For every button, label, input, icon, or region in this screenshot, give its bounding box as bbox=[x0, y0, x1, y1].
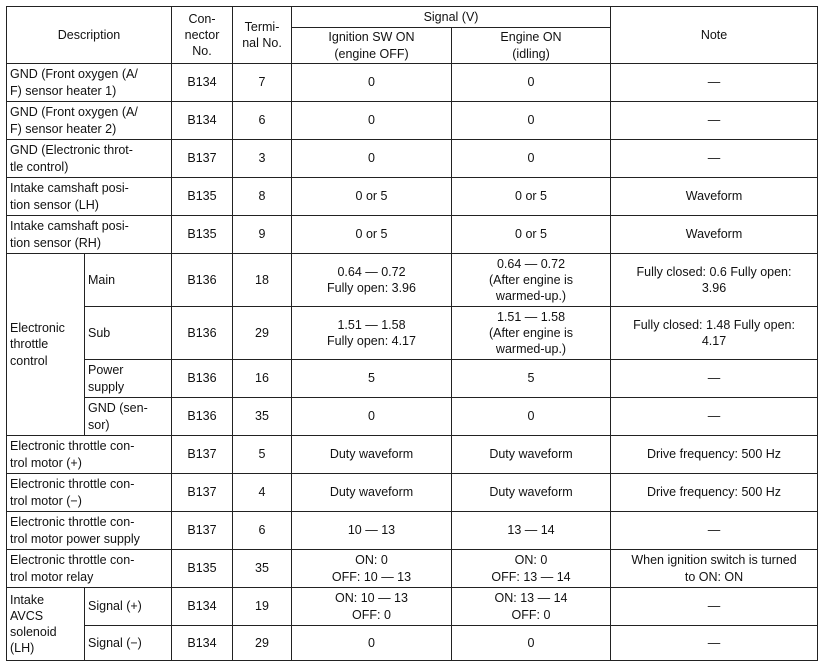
engine-value: Duty waveform bbox=[452, 436, 611, 474]
terminal-cell: 3 bbox=[233, 140, 292, 178]
table-row bbox=[7, 254, 818, 307]
engine-value: 0 or 5 bbox=[452, 216, 611, 254]
ignition-value: 0.64 — 0.72 Fully open: 3.96 bbox=[292, 254, 452, 307]
engine-value: 0 bbox=[452, 64, 611, 102]
group-electronic-throttle-control: Electronic throttle control bbox=[7, 254, 85, 436]
engine-value: ON: 0 OFF: 13 — 14 bbox=[452, 550, 611, 588]
note-cell: — bbox=[611, 512, 818, 550]
header-ignition-sw-on: Ignition SW ON (engine OFF) bbox=[292, 28, 452, 64]
row-description: Electronic throttle con- trol motor power supply bbox=[7, 512, 172, 550]
header-note: Note bbox=[611, 7, 818, 64]
connector-cell: B135 bbox=[172, 550, 233, 588]
connector-cell: B134 bbox=[172, 626, 233, 661]
ignition-value: 10 — 13 bbox=[292, 512, 452, 550]
note-cell: Fully closed: 1.48 Fully open: 4.17 bbox=[611, 307, 818, 360]
engine-value: 0 bbox=[452, 626, 611, 661]
table-row bbox=[7, 474, 818, 512]
connector-cell: B134 bbox=[172, 64, 233, 102]
terminal-cell: 7 bbox=[233, 64, 292, 102]
engine-value: ON: 13 — 14 OFF: 0 bbox=[452, 588, 611, 626]
note-cell: — bbox=[611, 398, 818, 436]
ignition-value: Duty waveform bbox=[292, 474, 452, 512]
connector-cell: B135 bbox=[172, 178, 233, 216]
row-description: Intake camshaft posi- tion sensor (RH) bbox=[7, 216, 172, 254]
connector-cell: B136 bbox=[172, 398, 233, 436]
ignition-value: 0 or 5 bbox=[292, 216, 452, 254]
terminal-cell: 6 bbox=[233, 512, 292, 550]
table-row bbox=[7, 588, 818, 626]
ignition-value: 0 bbox=[292, 398, 452, 436]
table-row bbox=[7, 436, 818, 474]
table-row bbox=[7, 550, 818, 588]
table-row bbox=[7, 360, 818, 398]
row-description: GND (Front oxygen (A/ F) sensor heater 1) bbox=[7, 64, 172, 102]
table-row bbox=[7, 64, 818, 102]
row-description: GND (Electronic throt- tle control) bbox=[7, 140, 172, 178]
table-row bbox=[7, 102, 818, 140]
sub-description: GND (sen- sor) bbox=[85, 398, 172, 436]
ignition-value: 0 bbox=[292, 140, 452, 178]
header-connector: Con- nector No. bbox=[172, 7, 233, 64]
group-intake-avcs-solenoid: Intake AVCS solenoid (LH) bbox=[7, 588, 85, 661]
note-cell: Waveform bbox=[611, 178, 818, 216]
terminal-cell: 35 bbox=[233, 398, 292, 436]
terminal-cell: 9 bbox=[233, 216, 292, 254]
connector-cell: B135 bbox=[172, 216, 233, 254]
engine-value: 0 or 5 bbox=[452, 178, 611, 216]
terminal-cell: 18 bbox=[233, 254, 292, 307]
table-row bbox=[7, 140, 818, 178]
table-row bbox=[7, 178, 818, 216]
header-engine-on: Engine ON (idling) bbox=[452, 28, 611, 64]
note-cell: — bbox=[611, 102, 818, 140]
connector-cell: B136 bbox=[172, 254, 233, 307]
sub-description: Signal (−) bbox=[85, 626, 172, 661]
note-cell: Drive frequency: 500 Hz bbox=[611, 474, 818, 512]
engine-value: Duty waveform bbox=[452, 474, 611, 512]
note-cell: — bbox=[611, 140, 818, 178]
ignition-value: 0 bbox=[292, 64, 452, 102]
sub-description: Power supply bbox=[85, 360, 172, 398]
sub-description: Sub bbox=[85, 307, 172, 360]
ignition-value: 1.51 — 1.58 Fully open: 4.17 bbox=[292, 307, 452, 360]
ignition-value: 5 bbox=[292, 360, 452, 398]
engine-value: 0.64 — 0.72 (After engine is warmed-up.) bbox=[452, 254, 611, 307]
row-description: Electronic throttle con- trol motor (+) bbox=[7, 436, 172, 474]
table-row bbox=[7, 626, 818, 661]
row-description: GND (Front oxygen (A/ F) sensor heater 2) bbox=[7, 102, 172, 140]
engine-value: 13 — 14 bbox=[452, 512, 611, 550]
terminal-cell: 4 bbox=[233, 474, 292, 512]
header-signal: Signal (V) bbox=[292, 7, 611, 28]
row-description: Electronic throttle con- trol motor relay bbox=[7, 550, 172, 588]
terminal-cell: 5 bbox=[233, 436, 292, 474]
ignition-value: 0 bbox=[292, 102, 452, 140]
note-cell: — bbox=[611, 360, 818, 398]
engine-value: 0 bbox=[452, 398, 611, 436]
signal-spec-table bbox=[6, 6, 818, 661]
row-description: Intake camshaft posi- tion sensor (LH) bbox=[7, 178, 172, 216]
table-row bbox=[7, 307, 818, 360]
note-cell: — bbox=[611, 588, 818, 626]
connector-cell: B134 bbox=[172, 102, 233, 140]
note-cell: Drive frequency: 500 Hz bbox=[611, 436, 818, 474]
note-cell: Waveform bbox=[611, 216, 818, 254]
header-terminal: Termi- nal No. bbox=[233, 7, 292, 64]
engine-value: 1.51 — 1.58 (After engine is warmed-up.) bbox=[452, 307, 611, 360]
engine-value: 5 bbox=[452, 360, 611, 398]
connector-cell: B137 bbox=[172, 474, 233, 512]
engine-value: 0 bbox=[452, 102, 611, 140]
connector-cell: B134 bbox=[172, 588, 233, 626]
sub-description: Main bbox=[85, 254, 172, 307]
ignition-value: ON: 10 — 13 OFF: 0 bbox=[292, 588, 452, 626]
ignition-value: Duty waveform bbox=[292, 436, 452, 474]
note-cell: — bbox=[611, 626, 818, 661]
connector-cell: B137 bbox=[172, 140, 233, 178]
ignition-value: 0 bbox=[292, 626, 452, 661]
ignition-value: 0 or 5 bbox=[292, 178, 452, 216]
connector-cell: B137 bbox=[172, 436, 233, 474]
row-description: Electronic throttle con- trol motor (−) bbox=[7, 474, 172, 512]
connector-cell: B136 bbox=[172, 360, 233, 398]
ignition-value: ON: 0 OFF: 10 — 13 bbox=[292, 550, 452, 588]
sub-description: Signal (+) bbox=[85, 588, 172, 626]
terminal-cell: 19 bbox=[233, 588, 292, 626]
note-cell: Fully closed: 0.6 Fully open: 3.96 bbox=[611, 254, 818, 307]
note-cell: When ignition switch is turned to ON: ON bbox=[611, 550, 818, 588]
terminal-cell: 35 bbox=[233, 550, 292, 588]
terminal-cell: 8 bbox=[233, 178, 292, 216]
table-row bbox=[7, 216, 818, 254]
note-cell: — bbox=[611, 64, 818, 102]
terminal-cell: 29 bbox=[233, 307, 292, 360]
header-description: Description bbox=[7, 7, 172, 64]
connector-cell: B137 bbox=[172, 512, 233, 550]
connector-cell: B136 bbox=[172, 307, 233, 360]
table-row bbox=[7, 512, 818, 550]
terminal-cell: 16 bbox=[233, 360, 292, 398]
terminal-cell: 29 bbox=[233, 626, 292, 661]
terminal-cell: 6 bbox=[233, 102, 292, 140]
table-row bbox=[7, 398, 818, 436]
engine-value: 0 bbox=[452, 140, 611, 178]
